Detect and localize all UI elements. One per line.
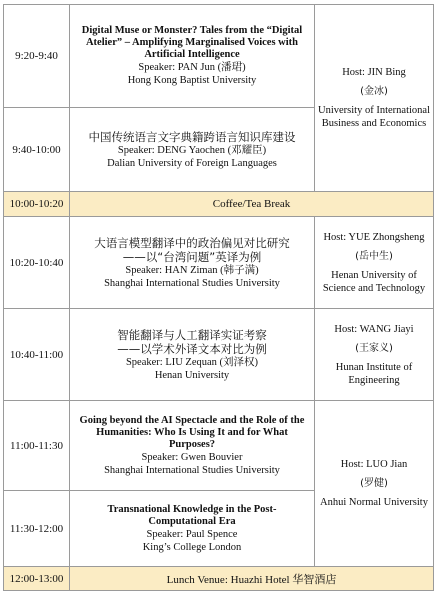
- speaker-affiliation: King’s College London: [142, 541, 242, 553]
- time-slot: 10:40-11:00: [4, 309, 70, 401]
- host-chinese-name: (金冰): [360, 86, 388, 97]
- session-content: [70, 309, 315, 401]
- speaker-affiliation: Shanghai International Studies University: [104, 277, 280, 289]
- speaker-name: Speaker: HAN Ziman (韩子满): [125, 264, 259, 276]
- session-content: [70, 108, 315, 192]
- host-cell: [315, 217, 434, 309]
- host-chinese-name: (罗健): [360, 478, 388, 489]
- host-cell: [315, 401, 434, 567]
- speaker-name: Speaker: DENG Yaochen (邓耀臣): [117, 144, 267, 156]
- speaker-name: Speaker: Paul Spence: [146, 528, 238, 540]
- speaker-name: Speaker: Gwen Bouvier: [141, 451, 243, 463]
- host-name: Host: WANG Jiayi: [334, 323, 414, 335]
- break-row: [4, 192, 434, 217]
- talk-title: Going beyond the AI Spectacle and the Role of the Humanities: Who Is Using It and for What Purposes?: [79, 414, 305, 450]
- session-row: [4, 401, 434, 491]
- talk-subtitle: ——以学术外译文本对比为例: [117, 341, 267, 356]
- host-name: Host: LUO Jian: [340, 459, 408, 470]
- session-content: [70, 491, 315, 567]
- speaker-name: Speaker: LIU Zequan (刘泽权): [125, 356, 259, 368]
- host-name: Host: YUE Zhongsheng: [323, 231, 425, 243]
- speaker-affiliation: Hong Kong Baptist University: [127, 75, 257, 86]
- talk-subtitle: ——以“台湾问题”英译为例: [122, 249, 262, 264]
- session-row: [4, 5, 434, 108]
- talk-title: 智能翻译与人工翻译实证考察: [117, 327, 267, 342]
- time-slot: 11:30-12:00: [4, 491, 70, 567]
- host-chinese-name: (王家义): [355, 342, 393, 354]
- time-slot: 9:20-9:40: [4, 5, 70, 108]
- time-slot: 9:40-10:00: [4, 108, 70, 192]
- host-cell: [315, 5, 434, 192]
- session-row: [4, 309, 434, 401]
- speaker-name: Speaker: PAN Jun (潘珺): [138, 62, 246, 73]
- break-label: Lunch Venue: Huazhi Hotel 华智酒店: [70, 567, 434, 591]
- speaker-affiliation: Dalian University of Foreign Languages: [107, 157, 277, 169]
- schedule-table: [3, 4, 434, 591]
- host-chinese-name: (岳中生): [355, 250, 393, 262]
- talk-title: Transnational Knowledge in the Post-Computational Era: [107, 503, 277, 527]
- session-content: [70, 401, 315, 491]
- host-cell: [315, 309, 434, 401]
- session-content: [70, 5, 315, 108]
- time-slot: 10:00-10:20: [4, 192, 70, 217]
- talk-title: Digital Muse or Monster? Tales from the “Digital Atelier” – Amplifying Marginalised Voices with Artificial Intelligence: [81, 25, 303, 60]
- speaker-affiliation: Shanghai International Studies University: [104, 464, 280, 476]
- host-affiliation: Henan University of Science and Technology: [322, 269, 426, 294]
- break-label: Coffee/Tea Break: [70, 192, 434, 217]
- session-row: [4, 217, 434, 309]
- time-slot: 12:00-13:00: [4, 567, 70, 591]
- session-content: [70, 217, 315, 309]
- host-affiliation: University of International Business and Economics: [318, 105, 430, 129]
- host-affiliation: Hunan Institute of Engineering: [335, 361, 413, 386]
- host-affiliation: Anhui Normal University: [320, 497, 428, 508]
- break-row: [4, 567, 434, 591]
- host-name: Host: JIN Bing: [342, 67, 406, 78]
- speaker-affiliation: Henan University: [154, 369, 230, 381]
- talk-title: 中国传统语言文字典籍跨语言知识库建设: [88, 129, 296, 144]
- talk-title: 大语言模型翻译中的政治偏见对比研究: [94, 235, 290, 250]
- time-slot: 11:00-11:30: [4, 401, 70, 491]
- time-slot: 10:20-10:40: [4, 217, 70, 309]
